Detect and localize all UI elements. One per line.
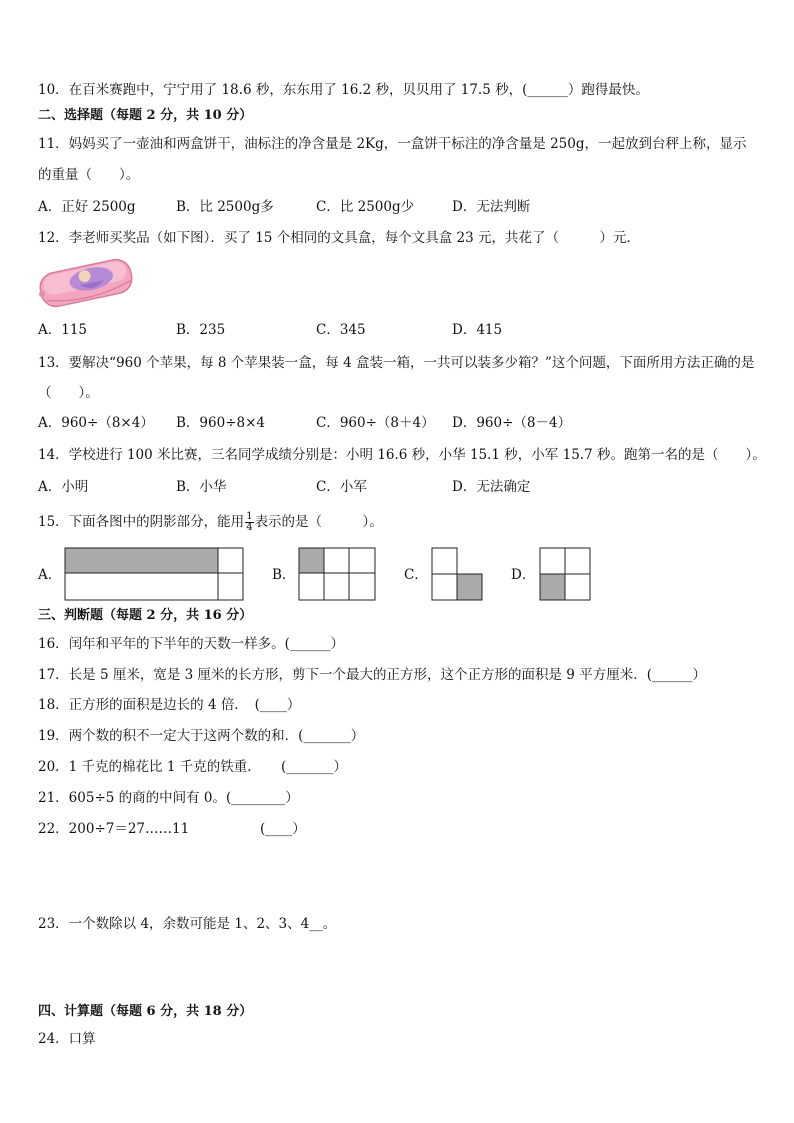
question-11-line2: 的重量（ ）。 xyxy=(38,167,140,183)
q15-figure-a[interactable] xyxy=(64,547,244,601)
question-18: 18．正方形的面积是边长的 4 倍． (____） xyxy=(38,697,301,713)
q15-option-d-label[interactable]: D． xyxy=(511,567,536,583)
q14-option-b[interactable]: B．小华 xyxy=(176,479,227,495)
q15-option-c-label[interactable]: C． xyxy=(404,567,428,583)
q12-option-c[interactable]: C．345 xyxy=(316,322,366,338)
section-2-heading: 二、选择题（每题 2 分，共 10 分） xyxy=(38,108,253,123)
question-16: 16．闰年和平年的下半年的天数一样多。(______） xyxy=(38,636,344,652)
q15-option-b-label[interactable]: B． xyxy=(272,567,296,583)
q13-option-a[interactable]: A．960÷（8×4） xyxy=(38,415,154,431)
section-4-heading: 四、计算题（每题 6 分，共 18 分） xyxy=(38,1004,253,1019)
q14-option-d[interactable]: D．无法确定 xyxy=(452,479,531,495)
q12-option-a[interactable]: A．115 xyxy=(38,322,88,338)
question-22: 22．200÷7＝27……11 xyxy=(38,821,190,837)
q13-option-b[interactable]: B．960÷8×4 xyxy=(176,415,265,431)
question-21: 21．605÷5 的商的中间有 0。(________） xyxy=(38,790,299,806)
question-15 xyxy=(38,512,383,533)
question-10: 10．在百米赛跑中，宁宁用了 18.6 秒，东东用了 16.2 秒，贝贝用了 17.5 秒，(______）跑得最快。 xyxy=(38,82,649,98)
question-13-line1: 13．要解决“960 个苹果，每 8 个苹果装一盒，每 4 盒装一箱，一共可以装多少箱？”这个问题，下面所用方法正确的是 xyxy=(38,355,755,371)
q13-option-d[interactable]: D．960÷（8－4） xyxy=(452,415,572,431)
q15-figure-d[interactable] xyxy=(539,547,591,601)
question-23: 23．一个数除以 4，余数可能是 1、2、3、4__。 xyxy=(38,916,337,932)
question-12: 12．李老师买奖品（如下图）．买了 15 个相同的文具盒，每个文具盒 23 元，共花了（ ）元． xyxy=(38,230,640,246)
fraction-one-quarter: $\frac{1}{4}$ xyxy=(246,511,253,533)
question-24: 24．口算 xyxy=(38,1031,96,1047)
question-19: 19．两个数的积不一定大于这两个数的和．(_______） xyxy=(38,728,365,744)
q11-option-d[interactable]: D．无法判断 xyxy=(452,199,531,215)
section-3-heading: 三、判断题（每题 2 分，共 16 分） xyxy=(38,608,253,623)
q11-option-a[interactable]: A．正好 2500g xyxy=(38,199,136,215)
q14-option-a[interactable]: A．小明 xyxy=(38,479,89,495)
question-13-line2: （ ）。 xyxy=(38,385,99,401)
q12-option-b[interactable]: B．235 xyxy=(176,322,226,338)
q15-text-after: 表示的是（ ）。 xyxy=(254,514,383,530)
q14-option-c[interactable]: C．小军 xyxy=(316,479,367,495)
q11-option-c[interactable]: C．比 2500g少 xyxy=(316,199,415,215)
question-11-line1: 11．妈妈买了一壶油和两盒饼干，油标注的净含量是 2Kg，一盒饼干标注的净含量是 250g，一起放到台秤上称，显示 xyxy=(38,136,747,152)
question-20: 20．1 千克的棉花比 1 千克的铁重． (_______） xyxy=(38,759,347,775)
question-22-blank[interactable]: (____） xyxy=(260,821,306,837)
question-14: 14．学校进行 100 米比赛，三名同学成绩分别是：小明 16.6 秒，小华 15.1 秒，小军 15.7 秒。跑第一名的是（ ）。 xyxy=(38,447,766,463)
q15-figure-c[interactable] xyxy=(431,547,483,601)
q11-option-b[interactable]: B．比 2500g多 xyxy=(176,199,274,215)
q13-option-c[interactable]: C．960÷（8＋4） xyxy=(316,415,435,431)
pencil-case-image xyxy=(34,254,138,312)
q15-option-a-label[interactable]: A． xyxy=(38,567,62,583)
q12-option-d[interactable]: D．415 xyxy=(452,322,503,338)
q15-text-before: 15．下面各图中的阴影部分，能用 xyxy=(38,514,245,530)
q15-figure-b[interactable] xyxy=(298,547,376,601)
question-17: 17．长是 5 厘米，宽是 3 厘米的长方形，剪下一个最大的正方形，这个正方形的面积是 9 平方厘米．(______） xyxy=(38,667,706,683)
